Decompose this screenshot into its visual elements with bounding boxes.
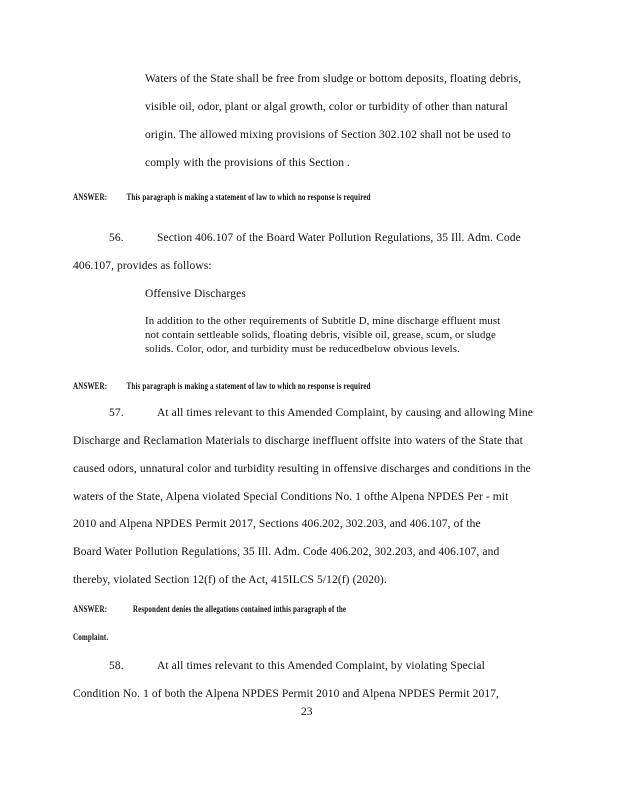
answer-line bbox=[73, 381, 371, 391]
answer-text: Respondent denies the allegations contained inthis paragraph of the bbox=[132, 604, 347, 614]
quote-line: not contain settleable solids, floating debris, visible oil, grease, scum, or sludge bbox=[145, 329, 496, 341]
paragraph-number: 56. bbox=[109, 232, 124, 244]
paragraph-line: At all times relevant to this Amended Complaint, by causing and allowing Mine bbox=[157, 407, 533, 419]
quote-heading: Offensive Discharges bbox=[145, 288, 246, 300]
paragraph-line: Condition No. 1 of both the Alpena NPDES Permit 2010 and Alpena NPDES Permit 2017, bbox=[73, 688, 500, 700]
paragraph-line: 406.107, provides as follows: bbox=[73, 260, 212, 272]
paragraph-line: caused odors, unnatural color and turbidity resulting in offensive discharges and conditions in the bbox=[73, 463, 531, 475]
quote-line: Waters of the State shall be free from sludge or bottom deposits, floating debris, bbox=[145, 73, 522, 85]
paragraph-number: 58. bbox=[109, 660, 124, 672]
answer-label: ANSWER: bbox=[73, 192, 108, 202]
answer-continuation: Complaint. bbox=[73, 632, 109, 642]
paragraph-line: Section 406.107 of the Board Water Pollution Regulations, 35 Ill. Adm. Code bbox=[157, 232, 521, 244]
paragraph-line: Discharge and Reclamation Materials to discharge ineffluent offsite into waters of the State that bbox=[73, 435, 523, 447]
answer-label: ANSWER: bbox=[73, 604, 108, 614]
paragraph-line: At all times relevant to this Amended Complaint, by violating Special bbox=[157, 660, 485, 672]
paragraph-line: Board Water Pollution Regulations, 35 Ill. Adm. Code 406.202, 302.203, and 406.107, and bbox=[73, 546, 500, 558]
paragraph-number: 57. bbox=[109, 407, 124, 419]
quote-line: origin. The allowed mixing provisions of Section 302.102 shall not be used to bbox=[145, 129, 511, 141]
paragraph-line: 2010 and Alpena NPDES Permit 2017, Sections 406.202, 302.203, and 406.107, of the bbox=[73, 518, 481, 530]
answer-line bbox=[73, 604, 346, 614]
answer-text: This paragraph is making a statement of law to which no response is required bbox=[126, 381, 371, 391]
page-number: 23 bbox=[301, 706, 313, 718]
quote-line: solids. Color, odor, and turbidity must be reducedbelow obvious levels. bbox=[145, 343, 460, 355]
paragraph-line: thereby, violated Section 12(f) of the Act, 415ILCS 5/12(f) (2020). bbox=[73, 574, 387, 586]
answer-label: ANSWER: bbox=[73, 381, 108, 391]
answer-line bbox=[73, 192, 371, 202]
answer-text: This paragraph is making a statement of law to which no response is required bbox=[126, 192, 371, 202]
quote-line: In addition to the other requirements of Subtitle D, mine discharge effluent must bbox=[145, 315, 501, 327]
quote-line: comply with the provisions of this Section . bbox=[145, 157, 350, 169]
paragraph-line: waters of the State, Alpena violated Special Conditions No. 1 ofthe Alpena NPDES Per - mit bbox=[73, 491, 509, 503]
quote-line: visible oil, odor, plant or algal growth, color or turbidity of other than natural bbox=[145, 101, 508, 113]
